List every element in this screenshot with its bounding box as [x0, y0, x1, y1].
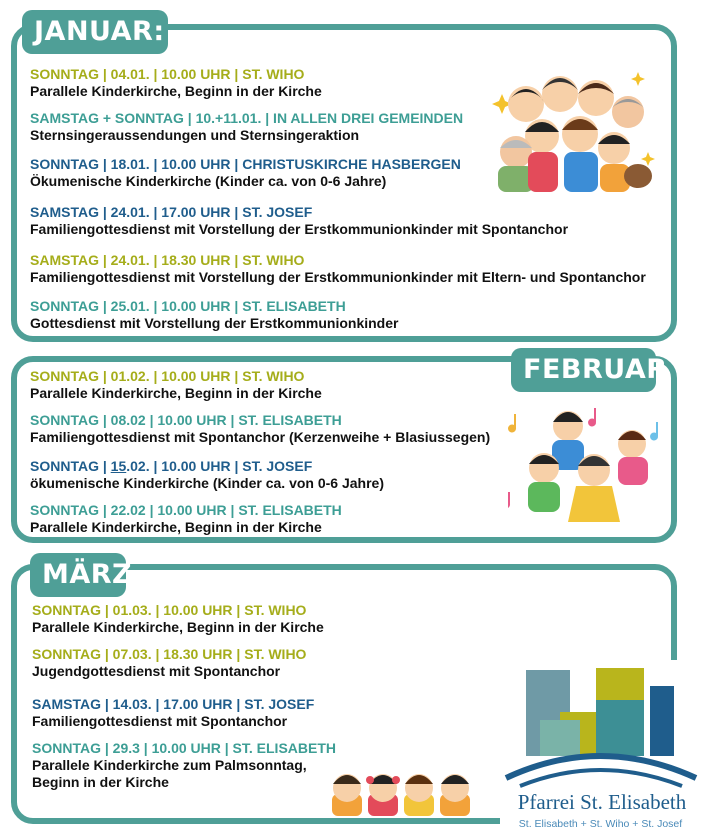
- event-header: SONNTAG | 08.02 | 10.00 UHR | ST. ELISABETH: [30, 412, 342, 428]
- event-description: Familiengottesdienst mit Vorstellung der Erstkommunionkinder mit Eltern- und Spontanchor: [30, 269, 646, 285]
- logo-subtitle: St. Elisabeth + St. Wiho + St. Josef: [518, 818, 683, 830]
- event-description: Familiengottesdienst mit Spontanchor: [32, 713, 288, 729]
- list-item: [32, 740, 336, 791]
- logo-name: Pfarrei St. Elisabeth: [517, 790, 687, 814]
- list-item: [30, 66, 322, 100]
- list-item: [30, 110, 463, 144]
- event-header-day: 15: [110, 458, 127, 474]
- event-header: SAMSTAG | 14.03. | 17.00 UHR | ST. JOSEF: [32, 696, 315, 712]
- event-description: Ökumenische Kinderkirche (Kinder ca. von 0-6 Jahre): [30, 173, 387, 189]
- dancing-children-illustration: [508, 402, 664, 530]
- februar-title: FEBRUAR: [511, 348, 656, 392]
- event-header: SONNTAG | 01.02. | 10.00 UHR | ST. WIHO: [30, 368, 305, 384]
- event-description: Parallele Kinderkirche zum Palmsonntag,: [32, 757, 307, 773]
- list-item: [30, 458, 384, 492]
- event-description: Parallele Kinderkirche, Beginn in der Kirche: [32, 619, 324, 635]
- event-header: SONNTAG | 18.01. | 10.00 UHR | CHRISTUSKIRCHE HASBERGEN: [30, 156, 461, 172]
- event-header: SAMSTAG + SONNTAG | 10.+11.01. | IN ALLEN DREI GEMEINDEN: [30, 110, 464, 126]
- event-description: Parallele Kinderkirche, Beginn in der Kirche: [30, 385, 322, 401]
- event-header: SAMSTAG | 24.01. | 17.00 UHR | ST. JOSEF: [30, 204, 313, 220]
- event-header: SONNTAG | 22.02 | 10.00 UHR | ST. ELISABETH: [30, 502, 342, 518]
- event-header: SONNTAG | 01.03. | 10.00 UHR | ST. WIHO: [32, 602, 307, 618]
- event-header: SONNTAG | 04.01. | 10.00 UHR | ST. WIHO: [30, 66, 305, 82]
- list-item: [32, 602, 324, 636]
- list-item: [30, 252, 646, 286]
- church-logo: [500, 660, 701, 790]
- list-item: [30, 412, 490, 446]
- children-row-illustration: [330, 764, 476, 818]
- list-item: [32, 646, 306, 680]
- parish-logo: [500, 660, 701, 838]
- januar-title: JANUAR:: [22, 10, 168, 54]
- maerz-title: MÄRZ: [30, 553, 126, 597]
- children-group-illustration: [488, 64, 660, 194]
- event-description: ökumenische Kinderkirche (Kinder ca. von 0-6 Jahre): [30, 475, 385, 491]
- list-item: [30, 502, 342, 536]
- event-header-part: SONNTAG |: [30, 458, 111, 474]
- list-item: [30, 204, 568, 238]
- list-item: [30, 156, 461, 190]
- event-header: SONNTAG | 25.01. | 10.00 UHR | ST. ELISABETH: [30, 298, 346, 314]
- event-description: Jugendgottesdienst mit Spontanchor: [32, 663, 281, 679]
- event-description: Sternsingeraussendungen und Sternsingeraktion: [30, 127, 360, 143]
- event-header: SONNTAG | 29.3 | 10.00 UHR | ST. ELISABETH: [32, 740, 337, 756]
- event-header: SAMSTAG | 24.01. | 18.30 UHR | ST. WIHO: [30, 252, 305, 268]
- event-description: Beginn in der Kirche: [32, 774, 169, 790]
- event-header-part: .02. | 10.00 UHR | ST. JOSEF: [126, 458, 313, 474]
- list-item: [30, 298, 398, 332]
- list-item: [30, 368, 322, 402]
- event-description: Parallele Kinderkirche, Beginn in der Kirche: [30, 519, 322, 535]
- list-item: [32, 696, 314, 730]
- event-header: [30, 458, 384, 475]
- event-header: SONNTAG | 07.03. | 18.30 UHR | ST. WIHO: [32, 646, 307, 662]
- event-description: Parallele Kinderkirche, Beginn in der Kirche: [30, 83, 322, 99]
- event-description: Familiengottesdienst mit Spontanchor (Kerzenweihe + Blasiussegen): [30, 429, 491, 445]
- event-description: Familiengottesdienst mit Vorstellung der Erstkommunionkinder mit Spontanchor: [30, 221, 569, 237]
- event-description: Gottesdienst mit Vorstellung der Erstkommunionkinder: [30, 315, 399, 331]
